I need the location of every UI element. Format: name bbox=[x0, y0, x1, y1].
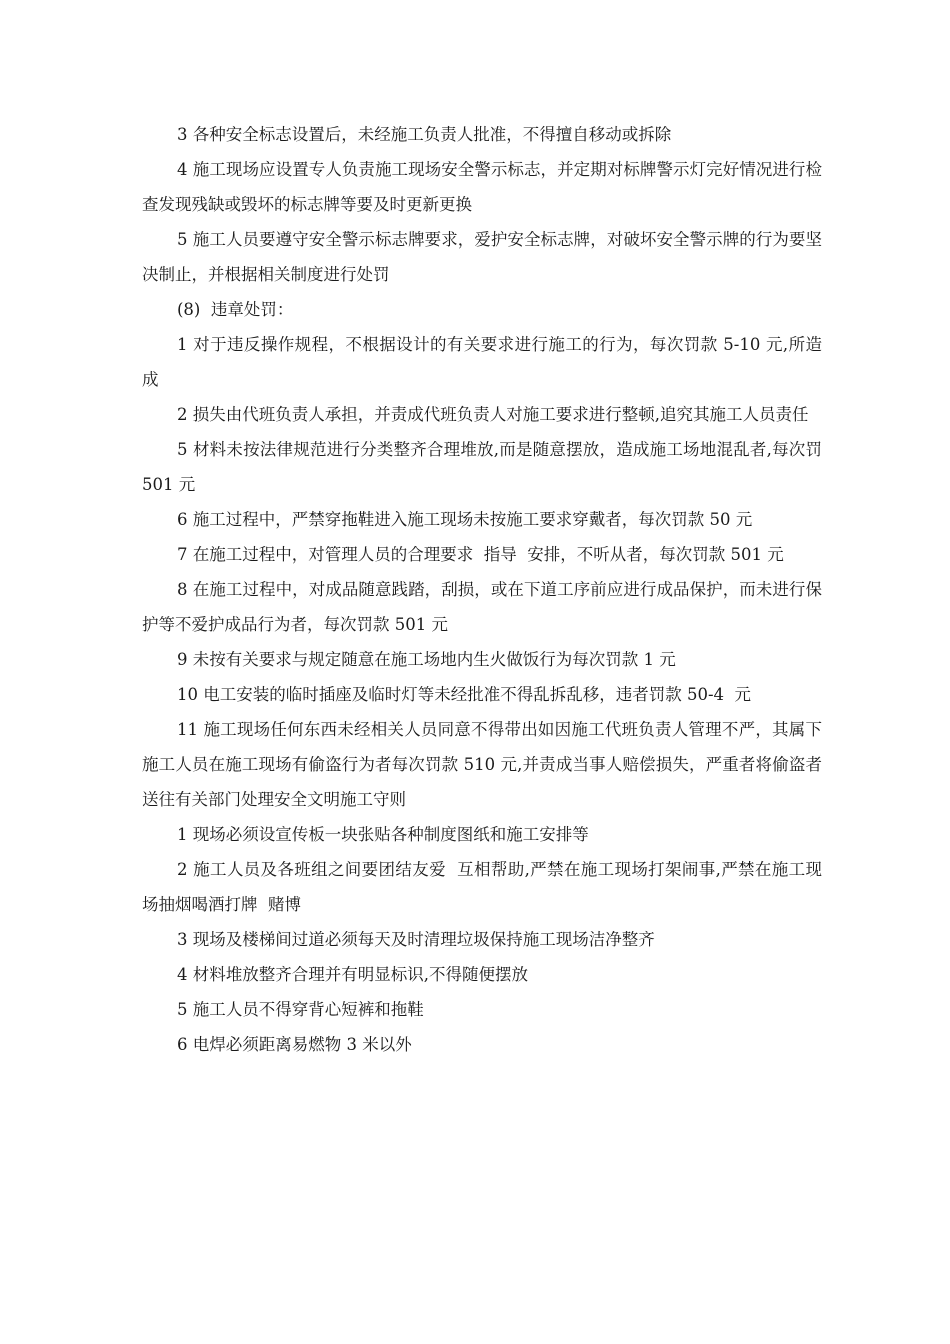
paragraph-penalty-10: 10 电工安装的临时插座及临时灯等未经批准不得乱拆乱移，违者罚款 50-4 元 bbox=[177, 685, 752, 704]
paragraph-penalty-11: 11 施工现场任何东西未经相关人员同意不得带出如因施工代班负责人管理不严，其属下施工人员在施工现场有偷盗行为者每次罚款 510 元,并责成当事人赔偿损失，严重者将偷盗者送往有关部门处理安全文明施工守则 bbox=[142, 720, 822, 809]
paragraph-penalty-7: 7 在施工过程中，对管理人员的合理要求 指导 安排，不听从者，每次罚款 501 元 bbox=[177, 545, 784, 564]
section-heading-penalties: (8) 违章处罚： bbox=[177, 300, 294, 319]
paragraph-safety-sign-rule-5: 5 施工人员要遵守安全警示标志牌要求，爱护安全标志牌，对破坏安全警示牌的行为要坚决制止，并根据相关制度进行处罚 bbox=[142, 230, 822, 284]
paragraph-code-5: 5 施工人员不得穿背心短裤和拖鞋 bbox=[177, 1000, 424, 1019]
paragraph-code-4: 4 材料堆放整齐合理并有明显标识,不得随便摆放 bbox=[177, 965, 528, 984]
document-body bbox=[142, 117, 828, 1062]
paragraph-code-2: 2 施工人员及各班组之间要团结友爱 互相帮助,严禁在施工现场打架闹事,严禁在施工现场抽烟喝酒打牌 赌博 bbox=[142, 860, 822, 914]
paragraph-safety-sign-rule-3: 3 各种安全标志设置后，未经施工负责人批准，不得擅自移动或拆除 bbox=[177, 125, 672, 144]
paragraph-penalty-9: 9 未按有关要求与规定随意在施工场地内生火做饭行为每次罚款 1 元 bbox=[177, 650, 676, 669]
paragraph-penalty-1: 1 对于违反操作规程，不根据设计的有关要求进行施工的行为，每次罚款 5-10 元,所造成 bbox=[142, 335, 822, 389]
paragraph-code-6: 6 电焊必须距离易燃物 3 米以外 bbox=[177, 1035, 412, 1054]
paragraph-code-1: 1 现场必须设宣传板一块张贴各种制度图纸和施工安排等 bbox=[177, 825, 589, 844]
paragraph-penalty-6: 6 施工过程中，严禁穿拖鞋进入施工现场未按施工要求穿戴者，每次罚款 50 元 bbox=[177, 510, 753, 529]
paragraph-penalty-8: 8 在施工过程中，对成品随意践踏，刮损，或在下道工序前应进行成品保护，而未进行保护等不爱护成品行为者，每次罚款 501 元 bbox=[142, 580, 822, 634]
paragraph-safety-sign-rule-4: 4 施工现场应设置专人负责施工现场安全警示标志，并定期对标牌警示灯完好情况进行检查发现残缺或毁坏的标志牌等要及时更新更换 bbox=[142, 160, 822, 214]
paragraph-penalty-5: 5 材料未按法律规范进行分类整齐合理堆放,而是随意摆放，造成施工场地混乱者,每次罚 501 元 bbox=[142, 440, 828, 494]
paragraph-penalty-2: 2 损失由代班负责人承担，并责成代班负责人对施工要求进行整顿,追究其施工人员责任 bbox=[177, 405, 809, 424]
paragraph-code-3: 3 现场及楼梯间过道必须每天及时清理垃圾保持施工现场洁净整齐 bbox=[177, 930, 655, 949]
